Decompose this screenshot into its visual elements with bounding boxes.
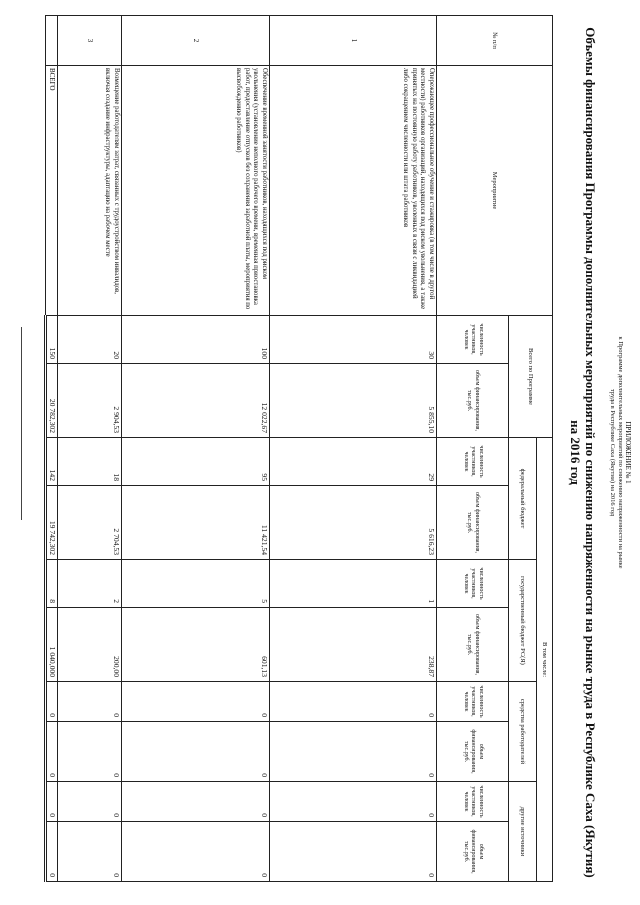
state-amount: 1 040,000 — [46, 608, 58, 682]
header-participants: численность участников, человек — [437, 782, 509, 822]
employers-people: 0 — [46, 682, 58, 722]
header-in-that: В том числе: — [537, 438, 553, 882]
appendix-line-2: труда в Республике Саха (Якутия) на 2016 год — [609, 388, 616, 517]
employers-people: 0 — [270, 682, 437, 722]
header-state: государственный бюджет РС(Я) — [509, 560, 537, 682]
row-number: 1 — [270, 16, 437, 66]
header-participants: численность участников, человек — [437, 682, 509, 722]
appendix-line-1: к Программе дополнительных мероприятий по снижению напряженности на рынке — [617, 336, 624, 569]
federal-amount: 2 704,53 — [58, 486, 122, 560]
employers-people: 0 — [58, 682, 122, 722]
row-measure: Обеспечение временной занятости работников, находящихся под риском увольнения (установление неполного рабочего времени, временная приостановка работ, предоставление отпусков без сохранения заработной платы, мероприятия по высвобождению работников) — [122, 66, 270, 316]
total-amount: 12 022,67 — [122, 364, 270, 438]
state-amount: 238,87 — [270, 608, 437, 682]
total-row-blank — [46, 16, 58, 66]
federal-amount: 11 421,54 — [122, 486, 270, 560]
header-financing: объем финансирования, тыс.руб. — [437, 822, 509, 882]
table-row — [270, 16, 437, 882]
employers-amount: 0 — [58, 722, 122, 782]
header-financing: объем финансирования, тыс.руб. — [437, 364, 509, 438]
row-measure: Возмещение работодателям затрат, связанных с трудоустройством инвалидов, включая создание инфраструктуры, адаптацию на рабочем месте — [58, 66, 122, 316]
appendix-header — [608, 0, 632, 905]
total-people: 150 — [46, 316, 58, 364]
header-employers: средства работодателей — [509, 682, 537, 782]
total-people: 20 — [58, 316, 122, 364]
financing-table — [45, 15, 554, 882]
state-amount: 200,00 — [58, 608, 122, 682]
other-people: 0 — [46, 782, 58, 822]
row-number: 3 — [58, 16, 122, 66]
table-row — [122, 16, 270, 882]
document-title — [568, 0, 598, 905]
state-amount: 601,13 — [122, 608, 270, 682]
total-people: 100 — [122, 316, 270, 364]
employers-people: 0 — [122, 682, 270, 722]
state-people: 1 — [270, 560, 437, 608]
header-participants: численность участников, человек — [437, 316, 509, 364]
federal-amount: 19 742,302 — [46, 486, 58, 560]
employers-amount: 0 — [270, 722, 437, 782]
other-amount: 0 — [122, 822, 270, 882]
total-amount: 20 782,302 — [46, 364, 58, 438]
federal-amount: 5 616,23 — [270, 486, 437, 560]
header-num: № п/п — [437, 16, 553, 66]
header-financing: объем финансирования, тыс.руб. — [437, 608, 509, 682]
header-participants: численность участников, человек — [437, 438, 509, 486]
header-financing: объем финансирования, тыс.руб. — [437, 722, 509, 782]
state-people: 5 — [122, 560, 270, 608]
total-people: 30 — [270, 316, 437, 364]
employers-amount: 0 — [46, 722, 58, 782]
other-people: 0 — [122, 782, 270, 822]
state-people: 8 — [46, 560, 58, 608]
appendix-title: ПРИЛОЖЕНИЕ № 1 — [624, 421, 632, 484]
header-row-1 — [537, 16, 553, 882]
header-total: Всего по Программе — [509, 316, 553, 438]
row-measure: Опережающее профессиональное обучение и стажировка (в том числе в другой местности) работников организаций, находящихся под риском увольнения, а также принятых на постоянную работу работников, уволенных в связи с ликвидацией либо сокращением численности или штата работников — [270, 66, 437, 316]
table-row — [58, 16, 122, 882]
document-title-year: на 2016 год — [568, 420, 583, 485]
total-amount: 5 855,10 — [270, 364, 437, 438]
header-financing: объем финансирования, тыс.руб. — [437, 486, 509, 560]
other-people: 0 — [270, 782, 437, 822]
header-participants: численность участников, человек — [437, 560, 509, 608]
state-people: 2 — [58, 560, 122, 608]
row-number: 2 — [122, 16, 270, 66]
total-amount: 2 904,53 — [58, 364, 122, 438]
other-amount: 0 — [46, 822, 58, 882]
other-amount: 0 — [270, 822, 437, 882]
other-people: 0 — [58, 782, 122, 822]
total-label: ВСЕГО — [46, 66, 58, 316]
total-row — [46, 16, 58, 882]
header-measure: Мероприятие — [437, 66, 553, 316]
signature-line — [21, 327, 22, 520]
document-title-main: Объемы финансирования Программы дополнительных мероприятий по снижению напряженности на рынке труда в Республике Саха (Якутия) — [583, 27, 598, 878]
federal-people: 142 — [46, 438, 58, 486]
employers-amount: 0 — [122, 722, 270, 782]
federal-people: 18 — [58, 438, 122, 486]
federal-people: 29 — [270, 438, 437, 486]
federal-people: 95 — [122, 438, 270, 486]
other-amount: 0 — [58, 822, 122, 882]
header-federal: федеральный бюджет — [509, 438, 537, 560]
header-other: другие источники — [509, 782, 537, 882]
